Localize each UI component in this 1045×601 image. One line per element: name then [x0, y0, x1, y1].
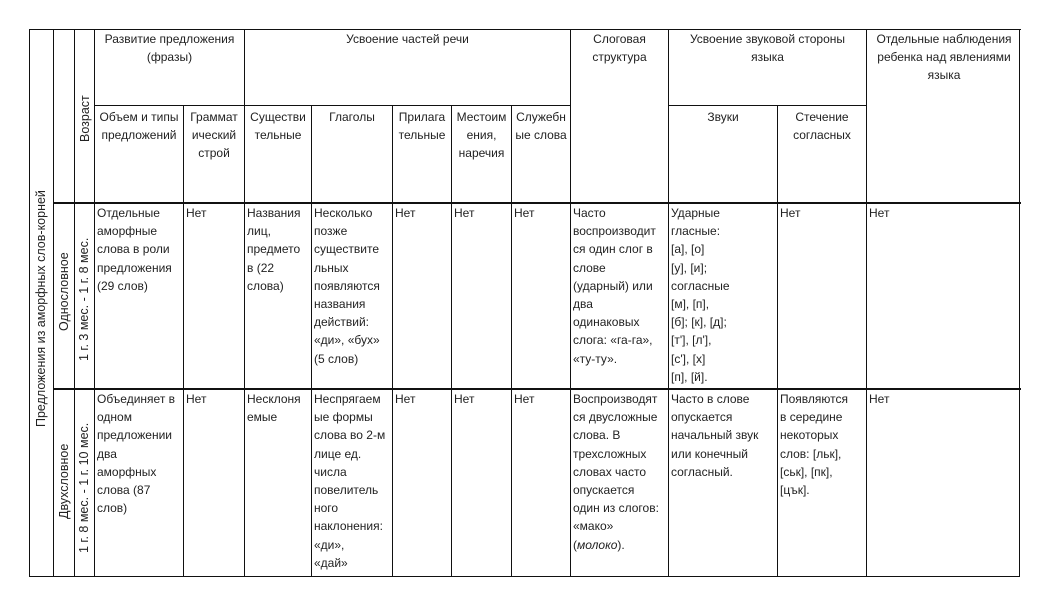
row1-age-cell: [74, 202, 94, 388]
row1-verbs: Несколько позже существите льных появляются названия действий: «ди», «бух» (5 слов): [311, 202, 392, 388]
age-header-cell: [74, 29, 94, 202]
row2-syllable: Воспроизводят ся двусложные слова. В трехсложных словах часто опускается один из слогов: «мако» (молоко).: [570, 388, 668, 577]
age-header: Возраст: [78, 95, 92, 142]
row1-pronouns: Нет: [451, 202, 511, 388]
row1-volume: Отдельные аморфные слова в роли предложения (29 слов): [94, 202, 183, 388]
row2-syllable-italic: молоко: [577, 537, 618, 552]
row2-volume: Объединяет в одном предложении два аморфных слова (87 слов): [94, 388, 183, 577]
header-pronouns: Местоим ения, наречия: [451, 105, 511, 202]
row1-syllable: Часто воспроизводит ся один слог в слове (ударный) или два одинаковых слога: «га-га», «ту-ту».: [570, 202, 668, 388]
header-sound-side: Усвоение звуковой стороны языка: [668, 29, 866, 105]
header-phrase-development: Развитие предложения (фразы): [94, 29, 244, 105]
stage-header-blank: [53, 29, 74, 202]
row1-observations: Нет: [866, 202, 1021, 388]
row2-age-cell: [74, 388, 94, 577]
row1-age: 1 г. 3 мес. - 1 г. 8 мес.: [77, 237, 91, 361]
header-volume-types: Объем и типы предложений: [94, 105, 183, 202]
outer-row-header: Предложения из аморфных слов-корней: [34, 190, 48, 427]
row2-verbs: Неспрягаем ые формы слова во 2-м лице ед. числа повелитель ного наклонения: «ди», «дай»: [311, 388, 392, 577]
row2-adjectives: Нет: [392, 388, 451, 577]
row2-nouns: Несклоня емые: [244, 388, 311, 577]
header-nouns: Существи тельные: [244, 105, 311, 202]
row1-grammar: Нет: [183, 202, 244, 388]
table-right-border: [1019, 29, 1020, 577]
header-clusters: Стечение согласных: [777, 105, 866, 202]
header-sounds: Звуки: [668, 105, 777, 202]
row2-function-words: Нет: [511, 388, 570, 577]
row2-stage: Двухсловное: [57, 443, 71, 519]
row2-clusters: Появляются в середине некоторых слов: [льк], [ськ], [пк], [цък].: [777, 388, 866, 577]
row1-stage-cell: [53, 202, 74, 388]
row2-pronouns: Нет: [451, 388, 511, 577]
row1-clusters: Нет: [777, 202, 866, 388]
row2-observations: Нет: [866, 388, 1021, 577]
row1-adjectives: Нет: [392, 202, 451, 388]
row1-nouns: Названия лиц, предмето в (22 слова): [244, 202, 311, 388]
row1-stage: Однословное: [57, 252, 71, 331]
row1-function-words: Нет: [511, 202, 570, 388]
row2-stage-cell: [53, 388, 74, 577]
header-observations: Отдельные наблюдения ребенка над явлениями языка: [866, 29, 1021, 202]
row1-sounds: Ударные гласные: [а], [о] [у], [и]; согласные [м], [п], [б]; [к], [д]; [т'], [л'], [с'], [х] [п], [й].: [668, 202, 777, 388]
header-verbs: Глаголы: [311, 105, 392, 202]
header-grammar: Граммат ический строй: [183, 105, 244, 202]
row2-age: 1 г. 8 мес. - 1 г. 10 мес.: [77, 422, 91, 553]
header-parts-of-speech: Усвоение частей речи: [244, 29, 570, 105]
row2-grammar: Нет: [183, 388, 244, 577]
row2-syllable-paren-close: ).: [617, 537, 625, 552]
header-adjectives: Прилага тельные: [392, 105, 451, 202]
header-function-words: Служебн ые слова: [511, 105, 570, 202]
row2-sounds: Часто в слове опускается начальный звук или конечный согласный.: [668, 388, 777, 577]
row2-syllable-paren-open: (: [573, 537, 577, 552]
development-table: [29, 29, 1021, 577]
header-syllable-structure: Слоговая структура: [570, 29, 668, 202]
table-bottom-border: [29, 576, 1020, 577]
outer-row-header-cell: [29, 29, 53, 577]
